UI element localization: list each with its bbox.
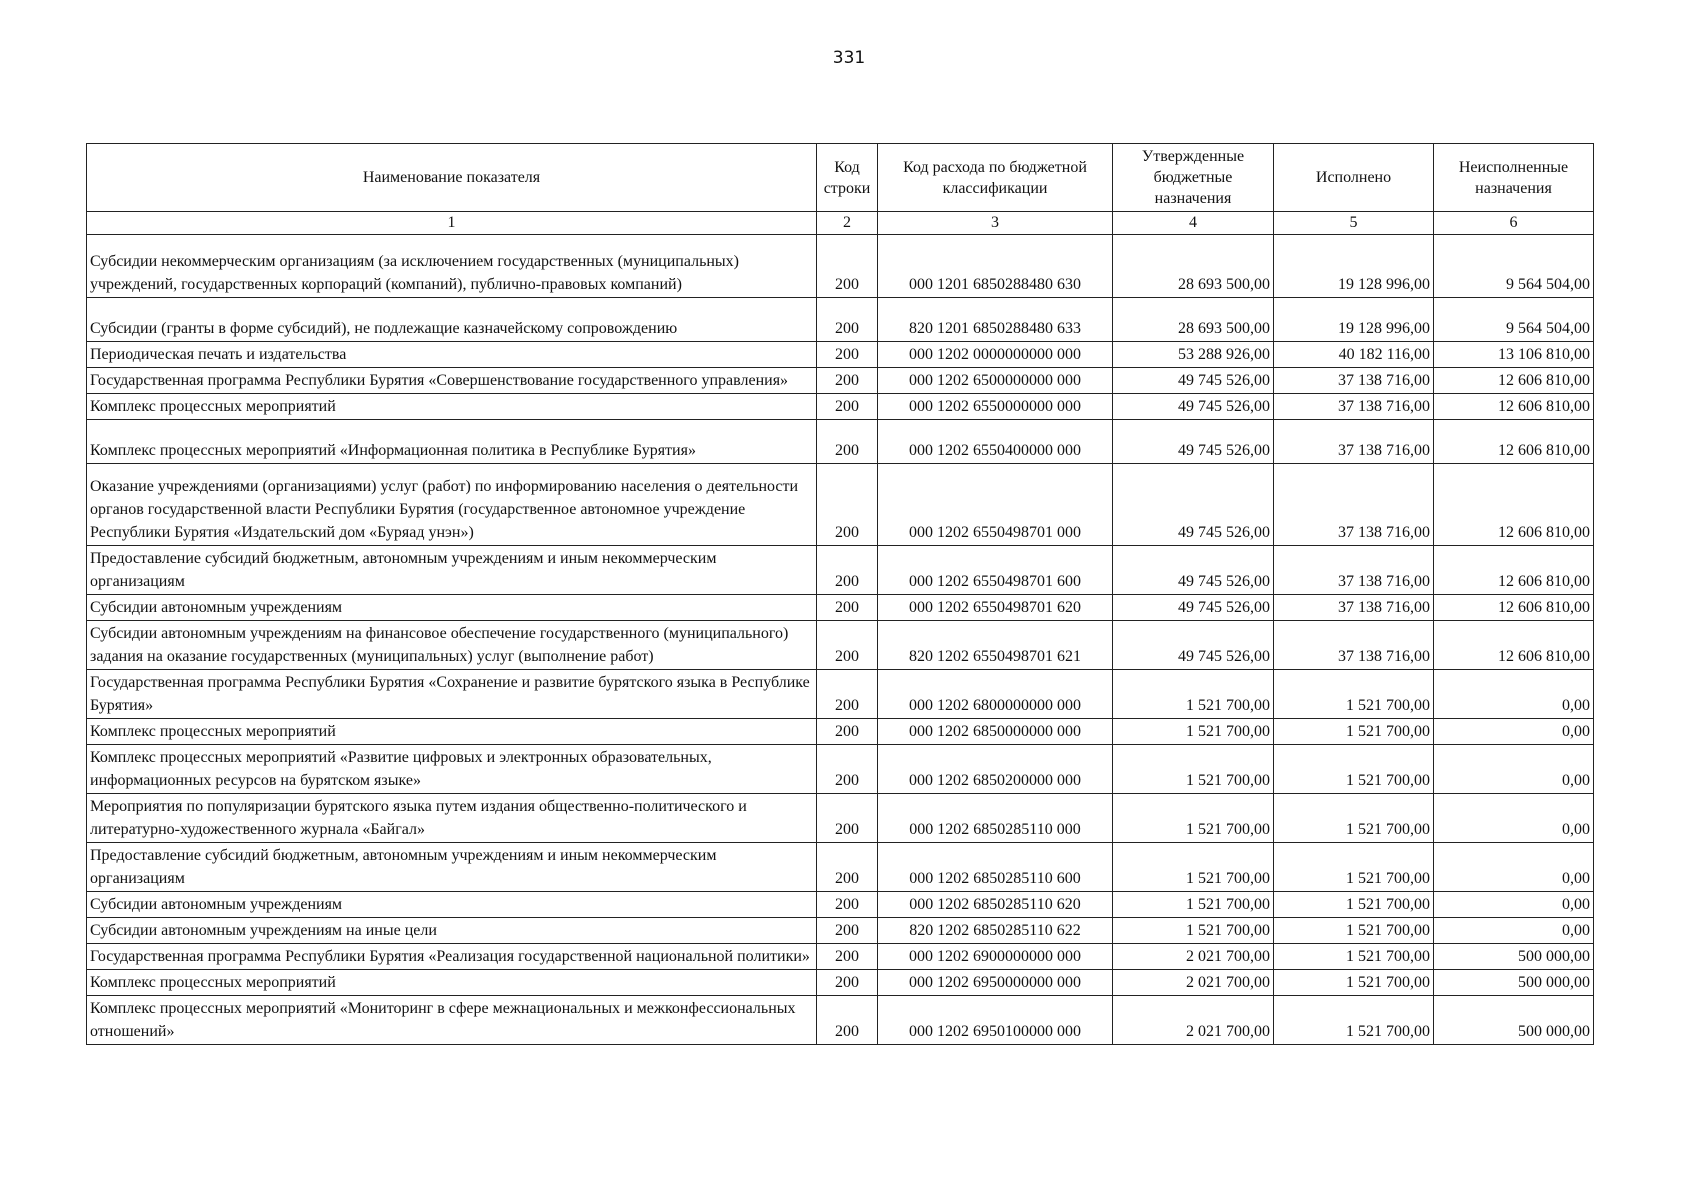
- cell-executed: 40 182 116,00: [1274, 342, 1434, 368]
- header-name: Наименование показателя: [87, 144, 817, 212]
- cell-budget-code: 820 1202 6550498701 621: [878, 621, 1113, 670]
- cell-name: Оказание учреждениями (организациями) услуг (работ) по информированию населения о деятельности органов государственной власти Республики Бурятия (государственное автономное учреждение Республики Бурятия «Издательский дом «Буряад унэн»): [87, 464, 817, 546]
- table-row: [87, 970, 1594, 996]
- cell-line-code: 200: [817, 595, 878, 621]
- cell-line-code: 200: [817, 745, 878, 794]
- budget-execution-table: [86, 143, 1594, 1045]
- cell-approved: 49 745 526,00: [1113, 464, 1274, 546]
- column-number: 3: [878, 212, 1113, 235]
- column-number: 4: [1113, 212, 1274, 235]
- cell-executed: 37 138 716,00: [1274, 595, 1434, 621]
- column-number-row: [87, 212, 1594, 235]
- cell-executed: 1 521 700,00: [1274, 944, 1434, 970]
- cell-name: Комплекс процессных мероприятий «Развитие цифровых и электронных образовательных, информационных ресурсов на бурятском языке»: [87, 745, 817, 794]
- cell-line-code: 200: [817, 843, 878, 892]
- cell-budget-code: 000 1201 6850288480 630: [878, 235, 1113, 298]
- table-row: [87, 794, 1594, 843]
- cell-approved: 49 745 526,00: [1113, 420, 1274, 464]
- cell-line-code: 200: [817, 719, 878, 745]
- table-row: [87, 944, 1594, 970]
- cell-line-code: 200: [817, 918, 878, 944]
- cell-budget-code: 000 1202 6550498701 000: [878, 464, 1113, 546]
- cell-budget-code: 000 1202 6950000000 000: [878, 970, 1113, 996]
- cell-name: Субсидии автономным учреждениям на финансовое обеспечение государственного (муниципального) задания на оказание государственных (муниципальных) услуг (выполнение работ): [87, 621, 817, 670]
- cell-approved: 2 021 700,00: [1113, 996, 1274, 1045]
- table-row: [87, 546, 1594, 595]
- cell-line-code: 200: [817, 621, 878, 670]
- cell-name: Периодическая печать и издательства: [87, 342, 817, 368]
- cell-line-code: 200: [817, 394, 878, 420]
- cell-unexecuted: 12 606 810,00: [1434, 464, 1594, 546]
- cell-name: Государственная программа Республики Бурятия «Сохранение и развитие бурятского языка в Республике Бурятия»: [87, 670, 817, 719]
- cell-executed: 1 521 700,00: [1274, 719, 1434, 745]
- cell-approved: 1 521 700,00: [1113, 892, 1274, 918]
- table-row: [87, 670, 1594, 719]
- cell-budget-code: 820 1202 6850285110 622: [878, 918, 1113, 944]
- cell-name: Предоставление субсидий бюджетным, автономным учреждениям и иным некоммерческим организациям: [87, 843, 817, 892]
- cell-unexecuted: 500 000,00: [1434, 996, 1594, 1045]
- cell-executed: 37 138 716,00: [1274, 394, 1434, 420]
- cell-line-code: 200: [817, 670, 878, 719]
- cell-approved: 49 745 526,00: [1113, 394, 1274, 420]
- cell-executed: 1 521 700,00: [1274, 745, 1434, 794]
- cell-executed: 1 521 700,00: [1274, 794, 1434, 843]
- column-number: 5: [1274, 212, 1434, 235]
- cell-name: Мероприятия по популяризации бурятского языка путем издания общественно-политического и литературно-художественного журнала «Байгал»: [87, 794, 817, 843]
- table-row: [87, 621, 1594, 670]
- cell-approved: 53 288 926,00: [1113, 342, 1274, 368]
- cell-unexecuted: 12 606 810,00: [1434, 546, 1594, 595]
- cell-approved: 1 521 700,00: [1113, 794, 1274, 843]
- cell-budget-code: 000 1202 6900000000 000: [878, 944, 1113, 970]
- cell-approved: 49 745 526,00: [1113, 546, 1274, 595]
- cell-budget-code: 000 1202 6850200000 000: [878, 745, 1113, 794]
- cell-budget-code: 000 1202 6800000000 000: [878, 670, 1113, 719]
- cell-line-code: 200: [817, 970, 878, 996]
- header-budget-code: Код расхода по бюджетной классификации: [878, 144, 1113, 212]
- cell-executed: 37 138 716,00: [1274, 621, 1434, 670]
- cell-name: Комплекс процессных мероприятий «Информационная политика в Республике Бурятия»: [87, 420, 817, 464]
- cell-line-code: 200: [817, 464, 878, 546]
- cell-approved: 1 521 700,00: [1113, 719, 1274, 745]
- cell-approved: 1 521 700,00: [1113, 745, 1274, 794]
- table-row: [87, 464, 1594, 546]
- cell-budget-code: 000 1202 6550000000 000: [878, 394, 1113, 420]
- table-row: [87, 745, 1594, 794]
- cell-budget-code: 000 1202 6500000000 000: [878, 368, 1113, 394]
- cell-budget-code: 000 1202 6550498701 600: [878, 546, 1113, 595]
- cell-budget-code: 000 1202 6550400000 000: [878, 420, 1113, 464]
- cell-approved: 28 693 500,00: [1113, 235, 1274, 298]
- header-row: [87, 144, 1594, 212]
- cell-approved: 49 745 526,00: [1113, 595, 1274, 621]
- cell-name: Комплекс процессных мероприятий: [87, 394, 817, 420]
- cell-unexecuted: 0,00: [1434, 745, 1594, 794]
- cell-approved: 2 021 700,00: [1113, 944, 1274, 970]
- cell-budget-code: 000 1202 0000000000 000: [878, 342, 1113, 368]
- cell-line-code: 200: [817, 546, 878, 595]
- cell-executed: 1 521 700,00: [1274, 843, 1434, 892]
- cell-executed: 37 138 716,00: [1274, 368, 1434, 394]
- table-row: [87, 298, 1594, 342]
- cell-name: Субсидии автономным учреждениям: [87, 595, 817, 621]
- cell-name: Предоставление субсидий бюджетным, автономным учреждениям и иным некоммерческим организациям: [87, 546, 817, 595]
- cell-executed: 37 138 716,00: [1274, 420, 1434, 464]
- cell-unexecuted: 12 606 810,00: [1434, 595, 1594, 621]
- table-body: [87, 235, 1594, 1045]
- cell-executed: 19 128 996,00: [1274, 235, 1434, 298]
- cell-executed: 37 138 716,00: [1274, 464, 1434, 546]
- header-executed: Исполнено: [1274, 144, 1434, 212]
- cell-name: Комплекс процессных мероприятий: [87, 970, 817, 996]
- cell-unexecuted: 0,00: [1434, 892, 1594, 918]
- header-unexecuted: Неисполненные назначения: [1434, 144, 1594, 212]
- cell-unexecuted: 9 564 504,00: [1434, 298, 1594, 342]
- cell-name: Субсидии некоммерческим организациям (за исключением государственных (муниципальных) учреждений, государственных корпораций (компаний), публично-правовых компаний): [87, 235, 817, 298]
- cell-unexecuted: 13 106 810,00: [1434, 342, 1594, 368]
- cell-line-code: 200: [817, 368, 878, 394]
- cell-unexecuted: 0,00: [1434, 794, 1594, 843]
- table-row: [87, 892, 1594, 918]
- cell-unexecuted: 0,00: [1434, 918, 1594, 944]
- cell-executed: 1 521 700,00: [1274, 892, 1434, 918]
- cell-name: Субсидии автономным учреждениям: [87, 892, 817, 918]
- cell-line-code: 200: [817, 298, 878, 342]
- cell-budget-code: 820 1201 6850288480 633: [878, 298, 1113, 342]
- cell-name: Государственная программа Республики Бурятия «Реализация государственной национальной политики»: [87, 944, 817, 970]
- cell-unexecuted: 12 606 810,00: [1434, 394, 1594, 420]
- cell-unexecuted: 0,00: [1434, 719, 1594, 745]
- cell-approved: 28 693 500,00: [1113, 298, 1274, 342]
- cell-line-code: 200: [817, 342, 878, 368]
- cell-unexecuted: 500 000,00: [1434, 970, 1594, 996]
- cell-executed: 1 521 700,00: [1274, 970, 1434, 996]
- cell-unexecuted: 0,00: [1434, 843, 1594, 892]
- page-number: 331: [832, 48, 866, 68]
- cell-unexecuted: 12 606 810,00: [1434, 368, 1594, 394]
- cell-unexecuted: 12 606 810,00: [1434, 420, 1594, 464]
- cell-line-code: 200: [817, 944, 878, 970]
- table-row: [87, 595, 1594, 621]
- cell-line-code: 200: [817, 235, 878, 298]
- cell-name: Комплекс процессных мероприятий: [87, 719, 817, 745]
- header-approved: Утвержденные бюджетные назначения: [1113, 144, 1274, 212]
- cell-name: Комплекс процессных мероприятий «Мониторинг в сфере межнациональных и межконфессиональных отношений»: [87, 996, 817, 1045]
- cell-executed: 1 521 700,00: [1274, 996, 1434, 1045]
- cell-unexecuted: 500 000,00: [1434, 944, 1594, 970]
- cell-unexecuted: 9 564 504,00: [1434, 235, 1594, 298]
- cell-executed: 1 521 700,00: [1274, 670, 1434, 719]
- cell-approved: 49 745 526,00: [1113, 621, 1274, 670]
- table-row: [87, 719, 1594, 745]
- table-row: [87, 843, 1594, 892]
- cell-name: Государственная программа Республики Бурятия «Совершенствование государственного управления»: [87, 368, 817, 394]
- cell-budget-code: 000 1202 6850000000 000: [878, 719, 1113, 745]
- cell-name: Субсидии (гранты в форме субсидий), не подлежащие казначейскому сопровождению: [87, 298, 817, 342]
- cell-approved: 1 521 700,00: [1113, 670, 1274, 719]
- header-line-code: Код строки: [817, 144, 878, 212]
- cell-approved: 1 521 700,00: [1113, 918, 1274, 944]
- cell-approved: 49 745 526,00: [1113, 368, 1274, 394]
- cell-name: Субсидии автономным учреждениям на иные цели: [87, 918, 817, 944]
- cell-line-code: 200: [817, 794, 878, 843]
- column-number: 1: [87, 212, 817, 235]
- cell-budget-code: 000 1202 6850285110 000: [878, 794, 1113, 843]
- cell-line-code: 200: [817, 420, 878, 464]
- table-header: [87, 144, 1594, 235]
- cell-approved: 2 021 700,00: [1113, 970, 1274, 996]
- cell-budget-code: 000 1202 6550498701 620: [878, 595, 1113, 621]
- cell-budget-code: 000 1202 6850285110 620: [878, 892, 1113, 918]
- table-row: [87, 235, 1594, 298]
- cell-executed: 37 138 716,00: [1274, 546, 1434, 595]
- cell-unexecuted: 0,00: [1434, 670, 1594, 719]
- cell-approved: 1 521 700,00: [1113, 843, 1274, 892]
- table-row: [87, 420, 1594, 464]
- cell-line-code: 200: [817, 996, 878, 1045]
- column-number: 2: [817, 212, 878, 235]
- cell-executed: 1 521 700,00: [1274, 918, 1434, 944]
- column-number: 6: [1434, 212, 1594, 235]
- table-row: [87, 342, 1594, 368]
- cell-budget-code: 000 1202 6850285110 600: [878, 843, 1113, 892]
- cell-unexecuted: 12 606 810,00: [1434, 621, 1594, 670]
- table-row: [87, 996, 1594, 1045]
- cell-line-code: 200: [817, 892, 878, 918]
- table-row: [87, 368, 1594, 394]
- cell-budget-code: 000 1202 6950100000 000: [878, 996, 1113, 1045]
- table-row: [87, 394, 1594, 420]
- cell-executed: 19 128 996,00: [1274, 298, 1434, 342]
- table-row: [87, 918, 1594, 944]
